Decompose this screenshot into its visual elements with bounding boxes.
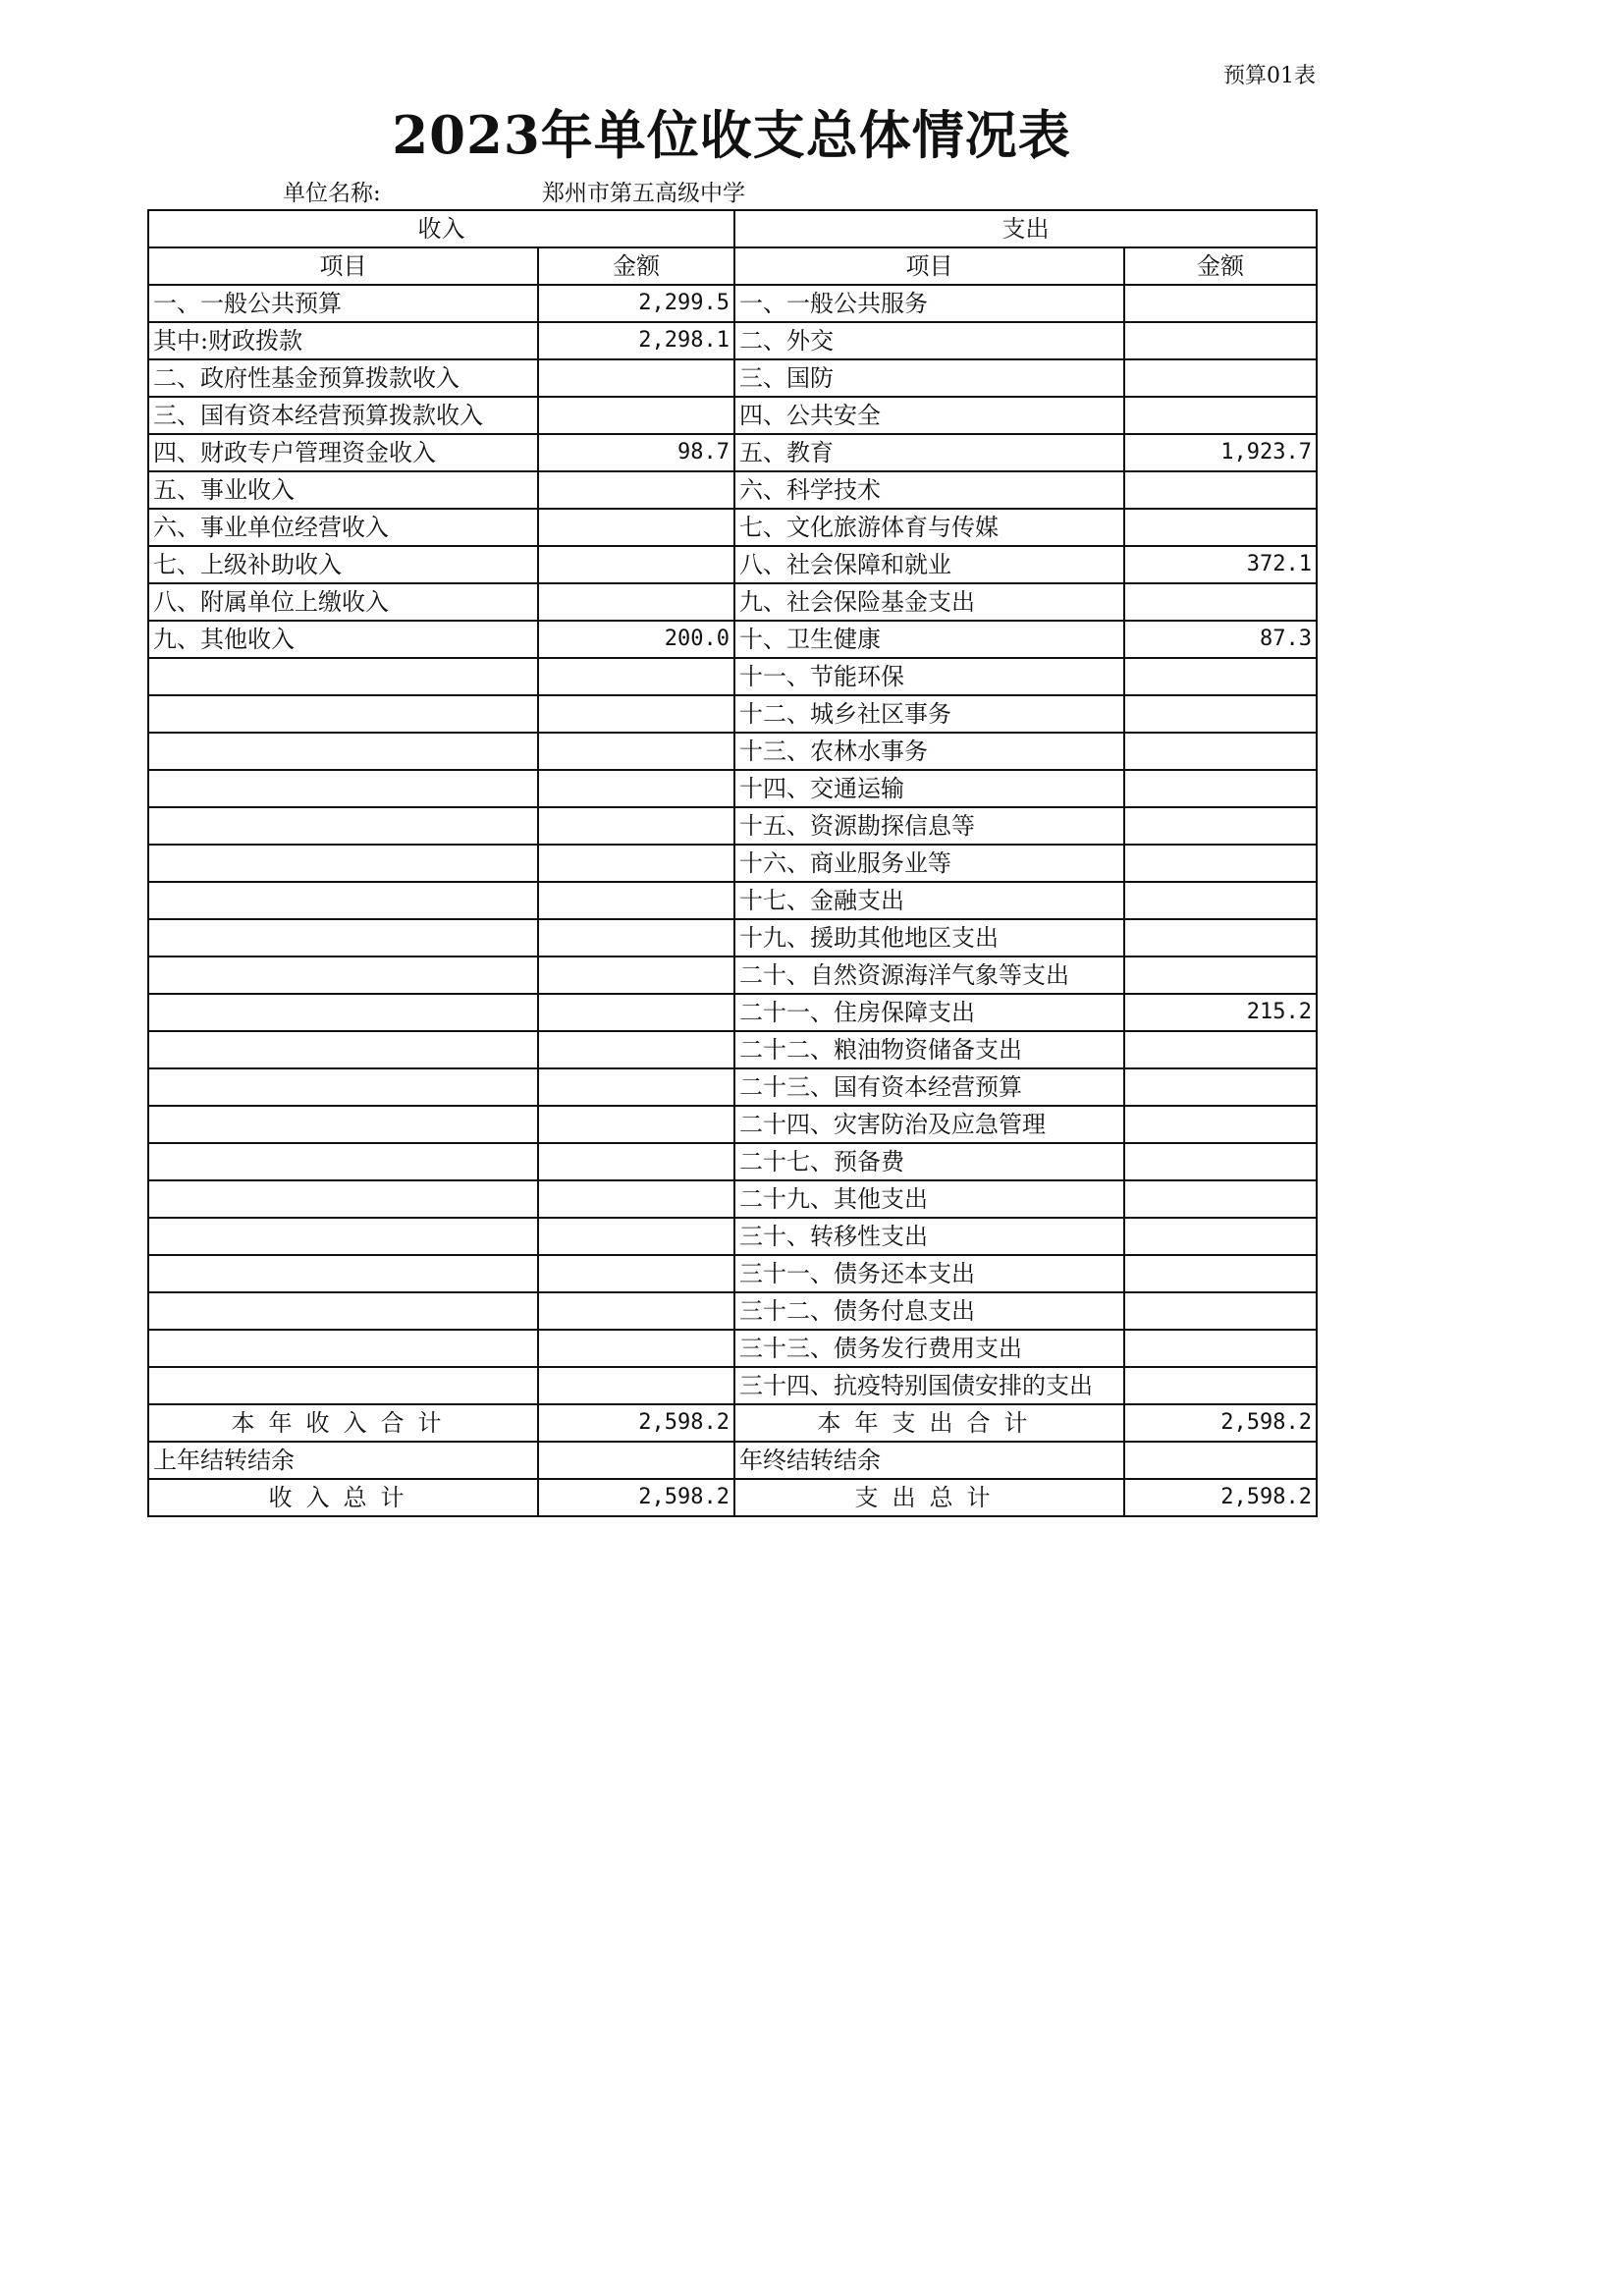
- income-amount-cell: [538, 546, 734, 583]
- income-item-cell: [148, 770, 538, 807]
- table-row: [148, 695, 1317, 733]
- income-item-cell: [148, 1292, 538, 1330]
- expense-amount-cell: 87.3: [1124, 621, 1317, 658]
- income-item-cell: [148, 845, 538, 882]
- expense-amount-cell: [1124, 957, 1317, 994]
- expense-item-cell: 三十、转移性支出: [734, 1218, 1124, 1255]
- table-row: [148, 658, 1317, 695]
- year-total-row: [148, 1404, 1317, 1442]
- carryover-label: 上年结转结余: [148, 1442, 538, 1479]
- income-amount-cell: [538, 509, 734, 546]
- expense-amount-cell: [1124, 695, 1317, 733]
- expense-item-cell: 二十七、预备费: [734, 1143, 1124, 1180]
- table-row: [148, 285, 1317, 322]
- expense-amount-cell: [1124, 1255, 1317, 1292]
- column-header-row: [148, 247, 1317, 285]
- table-row: [148, 621, 1317, 658]
- expense-item-cell: 一、一般公共服务: [734, 285, 1124, 322]
- expense-amount-cell: 1,923.7: [1124, 434, 1317, 471]
- income-item-cell: [148, 1106, 538, 1143]
- income-amount-cell: [538, 807, 734, 845]
- section-header-row: [148, 210, 1317, 247]
- income-amount-cell: [538, 882, 734, 919]
- table-row: [148, 1031, 1317, 1068]
- expense-item-cell: 七、文化旅游体育与传媒: [734, 509, 1124, 546]
- expense-amount-cell: [1124, 1292, 1317, 1330]
- expense-item-cell: 十七、金融支出: [734, 882, 1124, 919]
- income-amount-cell: [538, 1292, 734, 1330]
- income-amount-header: 金额: [538, 247, 734, 285]
- unit-label: 单位名称:: [283, 181, 381, 206]
- total-expense-label: 支出总计: [734, 1479, 1124, 1516]
- expense-item-cell: 九、社会保险基金支出: [734, 583, 1124, 621]
- total-income-amount: 2,598.2: [538, 1479, 734, 1516]
- expense-item-cell: 十六、商业服务业等: [734, 845, 1124, 882]
- table-body: [148, 285, 1317, 1404]
- expense-amount-header: 金额: [1124, 247, 1317, 285]
- income-amount-cell: 98.7: [538, 434, 734, 471]
- expense-item-cell: 十五、资源勘探信息等: [734, 807, 1124, 845]
- table-row: [148, 583, 1317, 621]
- table-row: [148, 845, 1317, 882]
- expense-amount-cell: [1124, 1106, 1317, 1143]
- income-amount-cell: [538, 1218, 734, 1255]
- income-amount-cell: [538, 658, 734, 695]
- income-item-cell: [148, 957, 538, 994]
- income-amount-cell: [538, 770, 734, 807]
- expense-amount-cell: [1124, 770, 1317, 807]
- income-item-cell: [148, 1143, 538, 1180]
- grand-total-row: [148, 1479, 1317, 1516]
- expense-amount-cell: [1124, 1330, 1317, 1367]
- year-end-amount: [1124, 1442, 1317, 1479]
- expense-item-cell: 十三、农林水事务: [734, 733, 1124, 770]
- income-amount-cell: [538, 733, 734, 770]
- table-row: [148, 1218, 1317, 1255]
- unit-name: 郑州市第五高级中学: [542, 181, 745, 206]
- income-amount-cell: [538, 1031, 734, 1068]
- carryover-row: [148, 1442, 1317, 1479]
- income-item-cell: 八、附属单位上缴收入: [148, 583, 538, 621]
- income-item-cell: 六、事业单位经营收入: [148, 509, 538, 546]
- table-row: [148, 957, 1317, 994]
- table-row: [148, 322, 1317, 359]
- income-item-cell: [148, 733, 538, 770]
- table-row: [148, 882, 1317, 919]
- income-item-cell: [148, 1255, 538, 1292]
- total-income-label: 收入总计: [148, 1479, 538, 1516]
- year-income-label: 本年收入合计: [148, 1404, 538, 1442]
- income-item-cell: [148, 882, 538, 919]
- income-amount-cell: [538, 1367, 734, 1404]
- income-amount-cell: [538, 695, 734, 733]
- expense-amount-cell: [1124, 1218, 1317, 1255]
- table-row: [148, 1292, 1317, 1330]
- income-amount-cell: [538, 583, 734, 621]
- income-item-cell: [148, 1367, 538, 1404]
- income-item-cell: 七、上级补助收入: [148, 546, 538, 583]
- expense-item-cell: 六、科学技术: [734, 471, 1124, 509]
- expense-amount-cell: 215.2: [1124, 994, 1317, 1031]
- expense-amount-cell: [1124, 807, 1317, 845]
- expense-amount-cell: [1124, 583, 1317, 621]
- carryover-amount: [538, 1442, 734, 1479]
- expense-item-cell: 四、公共安全: [734, 397, 1124, 434]
- expense-amount-cell: [1124, 1367, 1317, 1404]
- income-item-cell: 其中:财政拨款: [148, 322, 538, 359]
- income-item-cell: [148, 658, 538, 695]
- income-item-cell: [148, 919, 538, 957]
- expense-item-cell: 二十九、其他支出: [734, 1180, 1124, 1218]
- income-amount-cell: [538, 1330, 734, 1367]
- expense-amount-cell: [1124, 1031, 1317, 1068]
- expense-item-cell: 二十一、住房保障支出: [734, 994, 1124, 1031]
- table-row: [148, 807, 1317, 845]
- income-amount-cell: [538, 1180, 734, 1218]
- income-amount-cell: [538, 359, 734, 397]
- income-item-cell: [148, 807, 538, 845]
- income-item-cell: [148, 695, 538, 733]
- page-title: 2023年单位收支总体情况表: [392, 105, 1071, 166]
- total-expense-amount: 2,598.2: [1124, 1479, 1317, 1516]
- expense-amount-cell: [1124, 285, 1317, 322]
- table-row: [148, 770, 1317, 807]
- table-row: [148, 546, 1317, 583]
- table-row: [148, 1106, 1317, 1143]
- expense-item-cell: 三十三、债务发行费用支出: [734, 1330, 1124, 1367]
- expense-item-cell: 八、社会保障和就业: [734, 546, 1124, 583]
- income-item-cell: 二、政府性基金预算拨款收入: [148, 359, 538, 397]
- income-item-cell: [148, 1068, 538, 1106]
- expense-item-cell: 三、国防: [734, 359, 1124, 397]
- expense-amount-cell: [1124, 733, 1317, 770]
- expense-amount-cell: [1124, 658, 1317, 695]
- expense-amount-cell: [1124, 1068, 1317, 1106]
- expense-item-cell: 三十四、抗疫特别国债安排的支出: [734, 1367, 1124, 1404]
- income-item-cell: [148, 1218, 538, 1255]
- income-item-header: 项目: [148, 247, 538, 285]
- income-amount-cell: [538, 845, 734, 882]
- expense-amount-cell: [1124, 359, 1317, 397]
- expense-amount-cell: [1124, 919, 1317, 957]
- expense-item-header: 项目: [734, 247, 1124, 285]
- budget-table: [147, 209, 1318, 1517]
- form-number: 预算01表: [1223, 64, 1316, 88]
- expense-amount-cell: [1124, 845, 1317, 882]
- expense-amount-cell: [1124, 397, 1317, 434]
- expense-item-cell: 十一、节能环保: [734, 658, 1124, 695]
- income-item-cell: 四、财政专户管理资金收入: [148, 434, 538, 471]
- expense-amount-cell: 372.1: [1124, 546, 1317, 583]
- table-row: [148, 471, 1317, 509]
- income-amount-cell: [538, 1106, 734, 1143]
- expense-item-cell: 二、外交: [734, 322, 1124, 359]
- income-amount-cell: [538, 1068, 734, 1106]
- expense-amount-cell: [1124, 882, 1317, 919]
- income-item-cell: 五、事业收入: [148, 471, 538, 509]
- expense-amount-cell: [1124, 1143, 1317, 1180]
- table-row: [148, 1068, 1317, 1106]
- income-item-cell: [148, 1031, 538, 1068]
- income-section-header: 收入: [148, 210, 734, 247]
- expense-amount-cell: [1124, 471, 1317, 509]
- expense-item-cell: 二十二、粮油物资储备支出: [734, 1031, 1124, 1068]
- income-amount-cell: [538, 1143, 734, 1180]
- expense-item-cell: 二十三、国有资本经营预算: [734, 1068, 1124, 1106]
- income-amount-cell: [538, 1255, 734, 1292]
- expense-item-cell: 十九、援助其他地区支出: [734, 919, 1124, 957]
- expense-amount-cell: [1124, 509, 1317, 546]
- expense-amount-cell: [1124, 1180, 1317, 1218]
- expense-item-cell: 五、教育: [734, 434, 1124, 471]
- income-item-cell: [148, 994, 538, 1031]
- income-item-cell: [148, 1180, 538, 1218]
- table-row: [148, 994, 1317, 1031]
- expense-item-cell: 二十、自然资源海洋气象等支出: [734, 957, 1124, 994]
- income-amount-cell: [538, 957, 734, 994]
- table-row: [148, 919, 1317, 957]
- income-amount-cell: [538, 994, 734, 1031]
- income-item-cell: 三、国有资本经营预算拨款收入: [148, 397, 538, 434]
- income-item-cell: 九、其他收入: [148, 621, 538, 658]
- income-amount-cell: [538, 397, 734, 434]
- table-row: [148, 1180, 1317, 1218]
- table-row: [148, 733, 1317, 770]
- income-amount-cell: [538, 471, 734, 509]
- table-row: [148, 1330, 1317, 1367]
- expense-item-cell: 十、卫生健康: [734, 621, 1124, 658]
- expense-item-cell: 十四、交通运输: [734, 770, 1124, 807]
- table-row: [148, 434, 1317, 471]
- table-row: [148, 1255, 1317, 1292]
- table-row: [148, 1143, 1317, 1180]
- table-row: [148, 397, 1317, 434]
- expense-item-cell: 三十二、债务付息支出: [734, 1292, 1124, 1330]
- year-expense-label: 本年支出合计: [734, 1404, 1124, 1442]
- income-amount-cell: 2,298.1: [538, 322, 734, 359]
- expense-item-cell: 三十一、债务还本支出: [734, 1255, 1124, 1292]
- income-amount-cell: [538, 919, 734, 957]
- table-row: [148, 509, 1317, 546]
- income-item-cell: 一、一般公共预算: [148, 285, 538, 322]
- year-expense-amount: 2,598.2: [1124, 1404, 1317, 1442]
- income-item-cell: [148, 1330, 538, 1367]
- table-row: [148, 1367, 1317, 1404]
- expense-section-header: 支出: [734, 210, 1317, 247]
- year-end-label: 年终结转结余: [734, 1442, 1124, 1479]
- table-row: [148, 359, 1317, 397]
- expense-item-cell: 十二、城乡社区事务: [734, 695, 1124, 733]
- income-amount-cell: 2,299.5: [538, 285, 734, 322]
- expense-item-cell: 二十四、灾害防治及应急管理: [734, 1106, 1124, 1143]
- income-amount-cell: 200.0: [538, 621, 734, 658]
- expense-amount-cell: [1124, 322, 1317, 359]
- year-income-amount: 2,598.2: [538, 1404, 734, 1442]
